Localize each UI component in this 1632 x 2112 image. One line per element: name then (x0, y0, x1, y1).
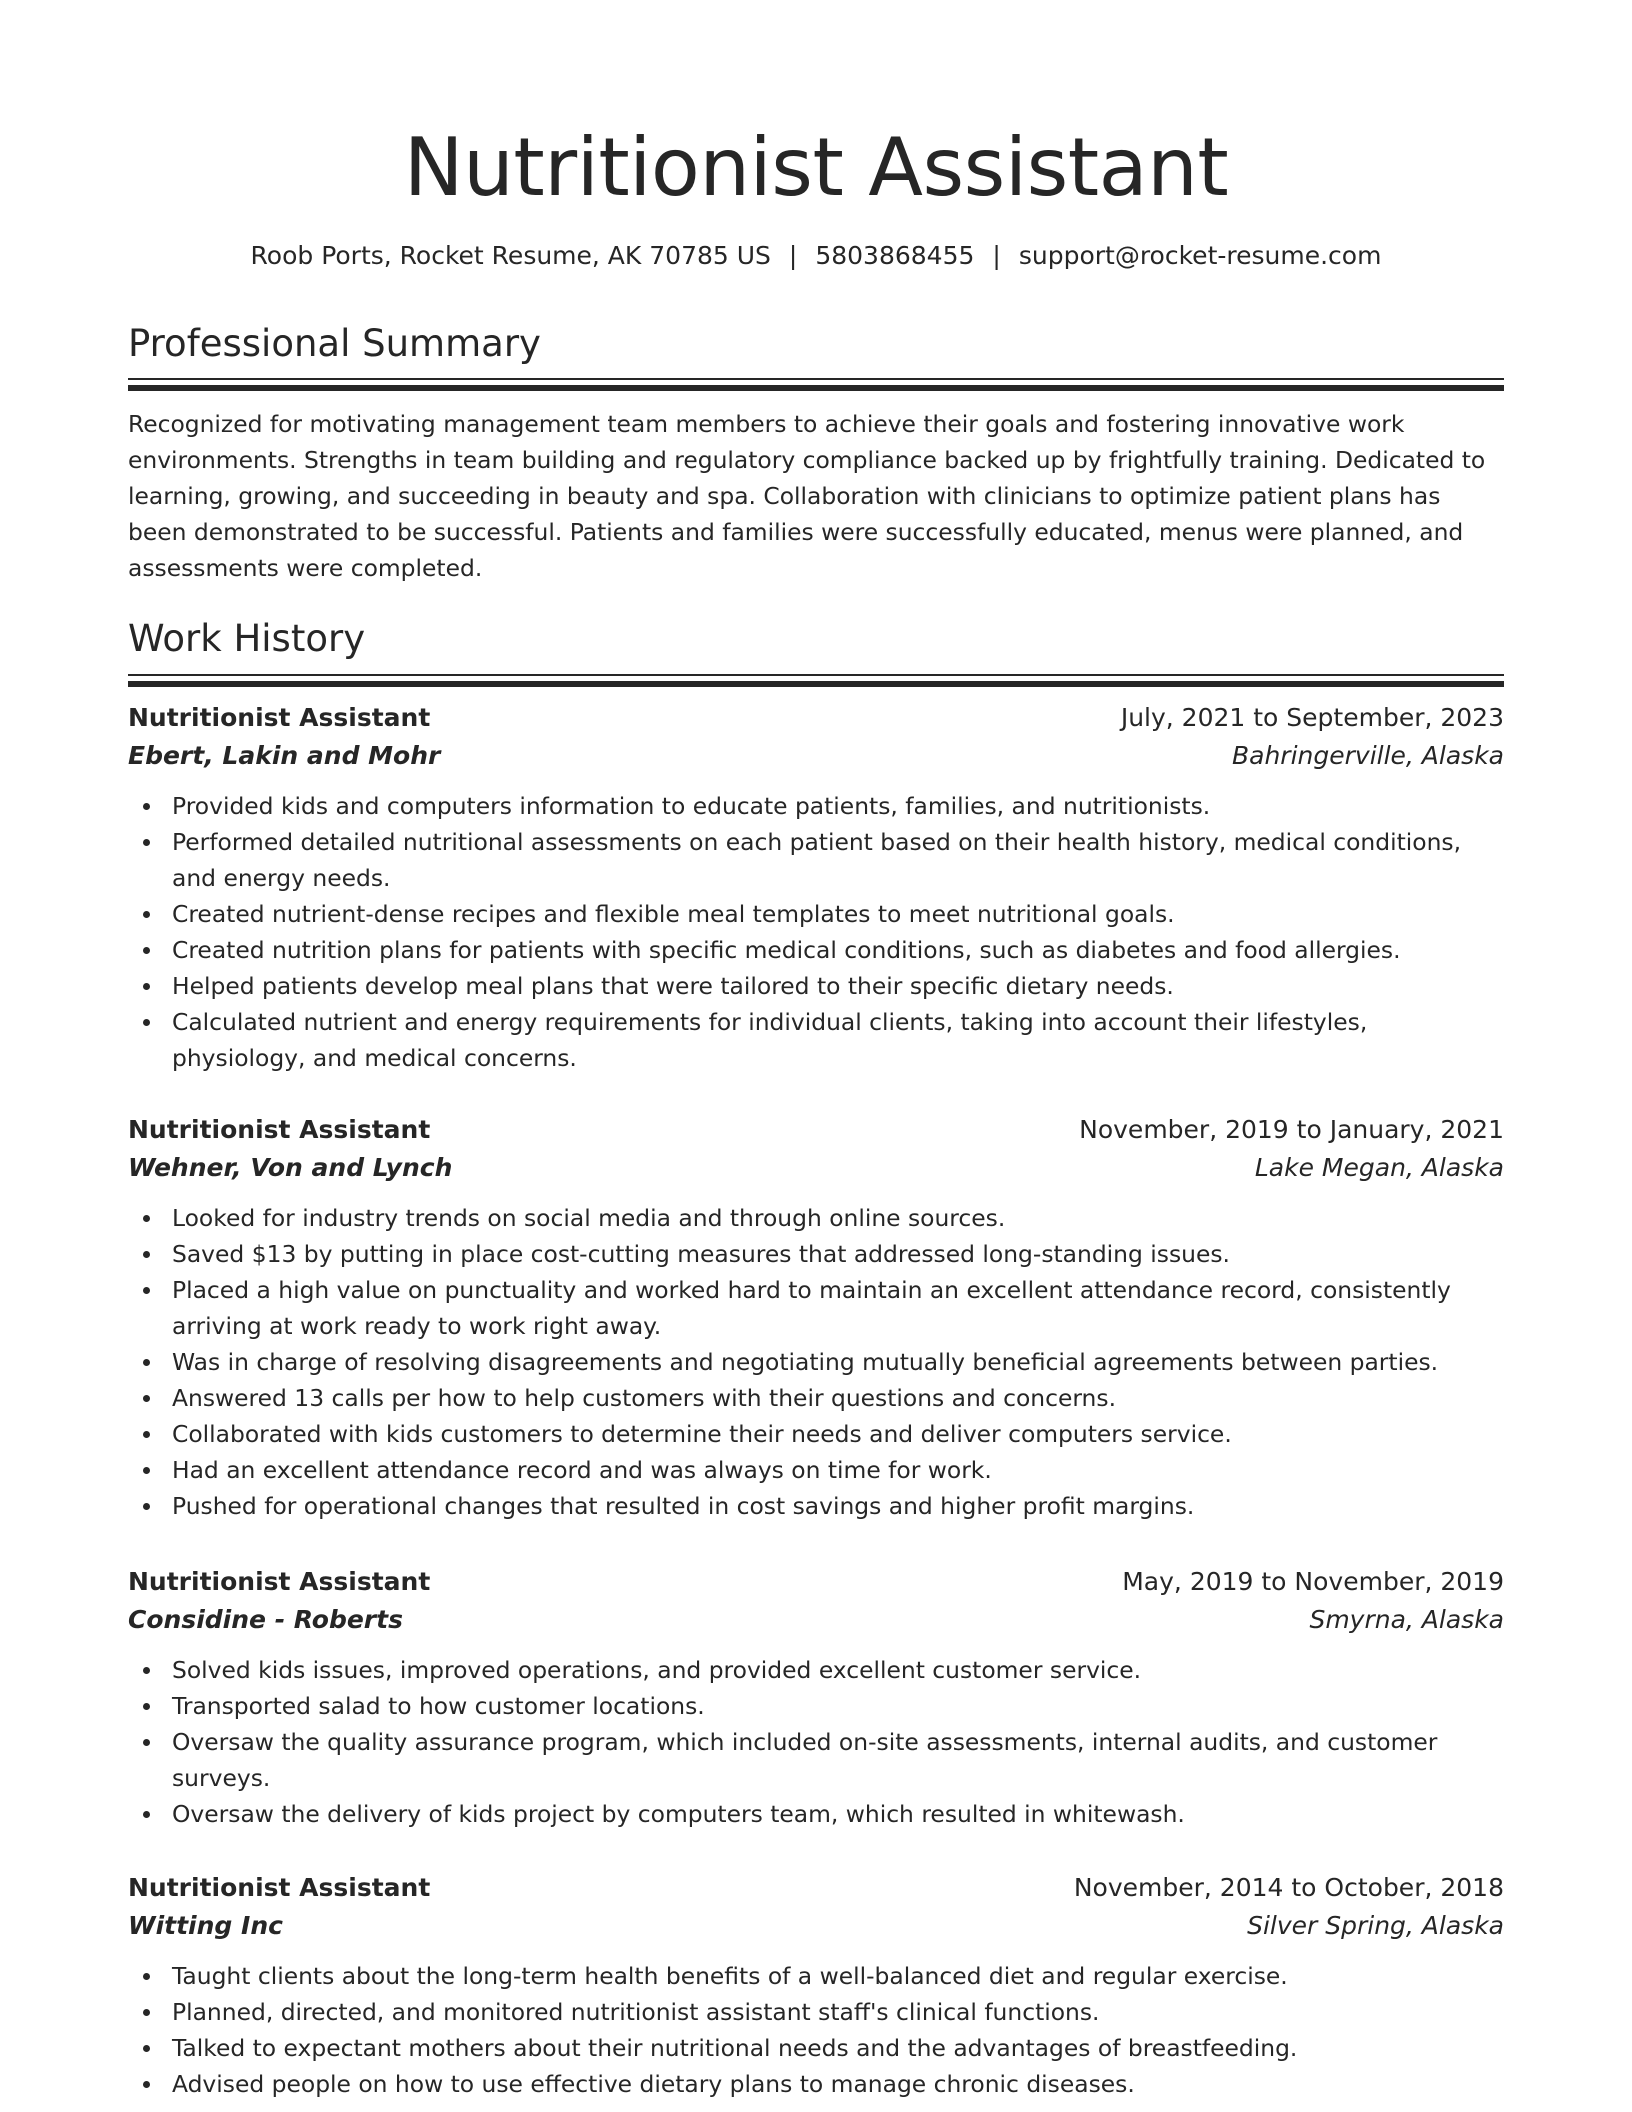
contact-line (128, 238, 1504, 274)
list-item: Was in charge of resolving disagreements and negotiating mutually beneficial agreements between parties. (128, 1344, 1504, 1380)
job-dates: July, 2021 to September, 2023 (1120, 702, 1504, 732)
contact-email: support@rocket-resume.com (1018, 241, 1382, 270)
job-entry (128, 1110, 1504, 1524)
list-item: Created nutrition plans for patients with specific medical conditions, such as diabetes and food allergies. (128, 932, 1504, 968)
job-title: Nutritionist Assistant (128, 1566, 431, 1596)
job-title: Nutritionist Assistant (128, 1114, 431, 1144)
list-item: Solved kids issues, improved operations, and provided excellent customer service. (128, 1652, 1504, 1688)
list-item: Performed detailed nutritional assessments on each patient based on their health history, medical conditions, and energy needs. (128, 824, 1504, 896)
list-item: Advised people on how to use effective dietary plans to manage chronic diseases. (128, 2066, 1504, 2102)
list-item: Transported salad to how customer locations. (128, 1688, 1504, 1724)
contact-phone: 5803868455 (815, 241, 975, 270)
list-item: Oversaw the quality assurance program, which included on-site assessments, internal audits, and customer surveys. (128, 1724, 1504, 1796)
list-item: Calculated nutrient and energy requirements for individual clients, taking into account their lifestyles, physiology, and medical concerns. (128, 1004, 1504, 1076)
job-header-row (128, 698, 1504, 736)
job-company: Witting Inc (128, 1910, 283, 1940)
job-company-row (128, 736, 1504, 774)
list-item: Planned, directed, and monitored nutritionist assistant staff's clinical functions. (128, 1994, 1504, 2030)
resume-title: Nutritionist Assistant (403, 121, 1229, 214)
section-title-summary: Professional Summary (128, 322, 541, 365)
job-header-row (128, 1562, 1504, 1600)
section-divider (128, 378, 1504, 391)
list-item: Created nutrient-dense recipes and flexible meal templates to meet nutritional goals. (128, 896, 1504, 932)
list-item: Had an excellent attendance record and was always on time for work. (128, 1452, 1504, 1488)
job-bullet-list (128, 1958, 1504, 2102)
job-company-row (128, 1906, 1504, 1944)
contact-address: Roob Ports, Rocket Resume, AK 70785 US (250, 241, 771, 270)
job-location: Silver Spring, Alaska (1247, 1910, 1504, 1940)
job-dates: November, 2014 to October, 2018 (1073, 1872, 1504, 1902)
job-company-row (128, 1600, 1504, 1638)
job-header-row (128, 1110, 1504, 1148)
list-item: Helped patients develop meal plans that were tailored to their specific dietary needs. (128, 968, 1504, 1004)
job-company-row (128, 1148, 1504, 1186)
list-item: Taught clients about the long-term health benefits of a well-balanced diet and regular exercise. (128, 1958, 1504, 1994)
list-item: Oversaw the delivery of kids project by computers team, which resulted in whitewash. (128, 1796, 1504, 1832)
job-title: Nutritionist Assistant (128, 702, 431, 732)
section-title-work-history: Work History (128, 617, 366, 660)
job-location: Lake Megan, Alaska (1254, 1152, 1504, 1182)
job-title: Nutritionist Assistant (128, 1872, 431, 1902)
job-entry (128, 1562, 1504, 1832)
summary-paragraph: Recognized for motivating management team members to achieve their goals and fostering innovative work environments. Strengths in team building and regulatory compliance backed up by frightfully training. Dedicated to learning, growing, and succeeding in beauty and spa. Collaboration with clinicians to optimize patient plans has been demonstrated to be successful. Patients and families were successfully educated, menus were planned, and assessments were completed. (128, 410, 1486, 582)
section-divider (128, 674, 1504, 687)
contact-separator: | (992, 241, 1001, 270)
job-bullet-list (128, 1200, 1504, 1524)
list-item: Looked for industry trends on social media and through online sources. (128, 1200, 1504, 1236)
list-item: Saved $13 by putting in place cost-cutting measures that addressed long-standing issues. (128, 1236, 1504, 1272)
contact-separator: | (788, 241, 798, 270)
job-header-row (128, 1868, 1504, 1906)
job-entry (128, 1868, 1504, 2102)
list-item: Answered 13 calls per how to help customers with their questions and concerns. (128, 1380, 1504, 1416)
list-item: Talked to expectant mothers about their nutritional needs and the advantages of breastfeeding. (128, 2030, 1504, 2066)
job-company: Ebert, Lakin and Mohr (128, 740, 441, 770)
job-dates: May, 2019 to November, 2019 (1122, 1566, 1504, 1596)
list-item: Provided kids and computers information to educate patients, families, and nutritionists. (128, 788, 1504, 824)
job-location: Bahringerville, Alaska (1231, 740, 1504, 770)
list-item: Collaborated with kids customers to determine their needs and deliver computers service. (128, 1416, 1504, 1452)
job-company: Considine - Roberts (128, 1604, 403, 1634)
job-location: Smyrna, Alaska (1309, 1604, 1504, 1634)
list-item: Pushed for operational changes that resulted in cost savings and higher profit margins. (128, 1488, 1504, 1524)
job-entry (128, 698, 1504, 1076)
job-bullet-list (128, 1652, 1504, 1832)
job-dates: November, 2019 to January, 2021 (1079, 1114, 1504, 1144)
job-company: Wehner, Von and Lynch (128, 1152, 453, 1182)
job-bullet-list (128, 788, 1504, 1076)
list-item: Placed a high value on punctuality and worked hard to maintain an excellent attendance record, consistently arriving at work ready to work right away. (128, 1272, 1504, 1344)
